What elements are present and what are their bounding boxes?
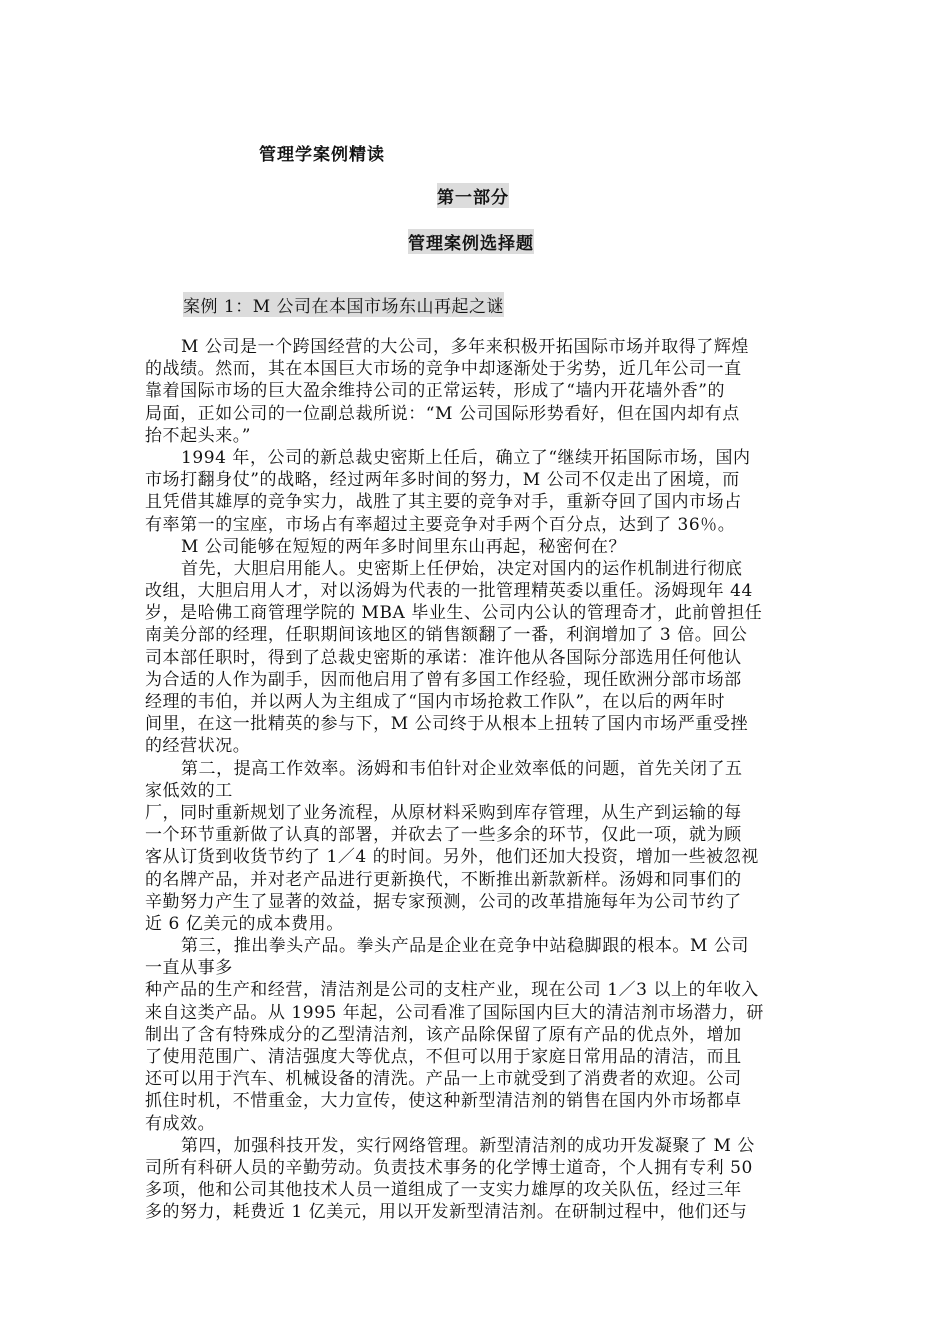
text-line: 岁，是哈佛工商管理学院的 MBA 毕业生、公司内公认的管理奇才，此前曾担任 [145, 603, 763, 624]
text-line: 市场打翻身仗”的战略，经过两年多时间的努力，M 公司不仅走出了困境，而 [145, 470, 740, 491]
text-line: 多的努力，耗费近 1 亿美元，用以开发新型清洁剂。在研制过程中，他们还与 [145, 1202, 748, 1223]
text-line: 来自这类产品。从 1995 年起，公司看准了国际国内巨大的清洁剂市场潜力，研 [145, 1002, 764, 1023]
case-heading: 案例 1：M 公司在本国市场东山再起之谜 [183, 292, 504, 317]
text-line: 司所有科研人员的辛勤劳动。负责技术事务的化学博士道奇，个人拥有专利 50 [145, 1157, 753, 1178]
text-line: 有率第一的宝座，市场占有率超过主要竞争对手两个百分点，达到了 36％。 [145, 514, 736, 535]
text-line: 第二，提高工作效率。汤姆和韦伯针对企业效率低的问题，首先关闭了五 [181, 758, 743, 779]
text-line: 靠着国际市场的巨大盈余维持公司的正常运转，形成了“墙内开花墙外香”的 [145, 381, 726, 402]
text-line: 家低效的工 [145, 780, 233, 801]
text-line: 抬不起头来。” [145, 425, 252, 446]
body-text [145, 336, 815, 1224]
text-line: 制出了含有特殊成分的乙型清洁剂，该产品除保留了原有产品的优点外，增加 [145, 1024, 742, 1045]
text-line: 间里，在这一批精英的参与下，M 公司终于从根本上扭转了国内市场严重受挫 [145, 714, 749, 735]
text-line: 抓住时机，不惜重金，大力宣传，使这种新型清洁剂的销售在国内外市场都卓 [145, 1091, 742, 1112]
text-line: 了使用范围广、清洁强度大等优点，不但可以用于家庭日常用品的清洁，而且 [145, 1047, 742, 1067]
text-line: 1994 年，公司的新总裁史密斯上任后，确立了“继续开拓国际市场，国内 [181, 447, 751, 468]
text-line: 改组，大胆启用人才，对以汤姆为代表的一批管理精英委以重任。汤姆现年 44 [145, 581, 753, 602]
text-line: 第三，推出拳头产品。拳头产品是企业在竞争中站稳脚跟的根本。M 公司 [181, 936, 749, 957]
text-line: 首先，大胆启用能人。史密斯上任伊始，决定对国内的运作机制进行彻底 [181, 558, 743, 579]
text-line: 辛勤努力产生了显著的效益，据专家预测，公司的改革措施每年为公司节约了 [145, 891, 742, 912]
text-line: 经理的韦伯，并以两人为主组成了“国内市场抢救工作队”，在以后的两年时 [145, 692, 726, 712]
text-line: 南美分部的经理，任职期间该地区的销售额翻了一番，利润增加了 3 倍。回公 [145, 625, 748, 646]
text-line: 多项，他和公司其他技术人员一道组成了一支实力雄厚的攻关队伍，经过三年 [145, 1180, 742, 1201]
text-line: M 公司能够在短短的两年多时间里东山再起，秘密何在？ [181, 536, 627, 557]
text-line: 厂，同时重新规划了业务流程，从原材料采购到库存管理，从生产到运输的每 [145, 802, 742, 823]
text-line: M 公司是一个跨国经营的大公司，多年来积极开拓国际市场并取得了辉煌 [181, 337, 749, 357]
text-line: 的经营状况。 [145, 736, 251, 757]
part-heading: 第一部分 [437, 183, 509, 208]
text-line: 的战绩。然而，其在本国巨大市场的竞争中却逐渐处于劣势，近几年公司一直 [145, 359, 742, 380]
section-heading: 管理案例选择题 [408, 229, 534, 254]
text-line: 近 6 亿美元的成本费用。 [145, 913, 344, 934]
text-line: 司本部任职时，得到了总裁史密斯的承诺：准许他从各国际分部选用任何他认 [145, 647, 742, 668]
text-line: 种产品的生产和经营，清洁剂是公司的支柱产业，现在公司 1／3 以上的年收入 [145, 980, 759, 1001]
text-line: 第四，加强科技开发，实行网络管理。新型清洁剂的成功开发凝聚了 M 公 [181, 1135, 755, 1156]
text-line: 为合适的人作为副手，因而他启用了曾有多国工作经验，现任欧洲分部市场部 [145, 669, 742, 690]
text-line: 局面，正如公司的一位副总裁所说：“M 公司国际形势看好，但在国内却有点 [145, 403, 740, 424]
text-line: 有成效。 [145, 1113, 216, 1134]
text-line: 且凭借其雄厚的竞争实力，战胜了其主要的竞争对手，重新夺回了国内市场占 [145, 492, 742, 513]
text-line: 还可以用于汽车、机械设备的清洗。产品一上市就受到了消费者的欢迎。公司 [145, 1069, 742, 1090]
document-title: 管理学案例精读 [259, 145, 385, 165]
text-line: 一直从事多 [145, 958, 233, 979]
text-line: 的名牌产品，并对老产品进行更新换代，不断推出新款新样。汤姆和同事们的 [145, 869, 742, 890]
text-line: 客从订货到收货节约了 1／4 的时间。另外，他们还加大投资，增加一些被忽视 [145, 847, 759, 868]
text-line: 一个环节重新做了认真的部署，并砍去了一些多余的环节，仅此一项，就为顾 [145, 825, 742, 846]
